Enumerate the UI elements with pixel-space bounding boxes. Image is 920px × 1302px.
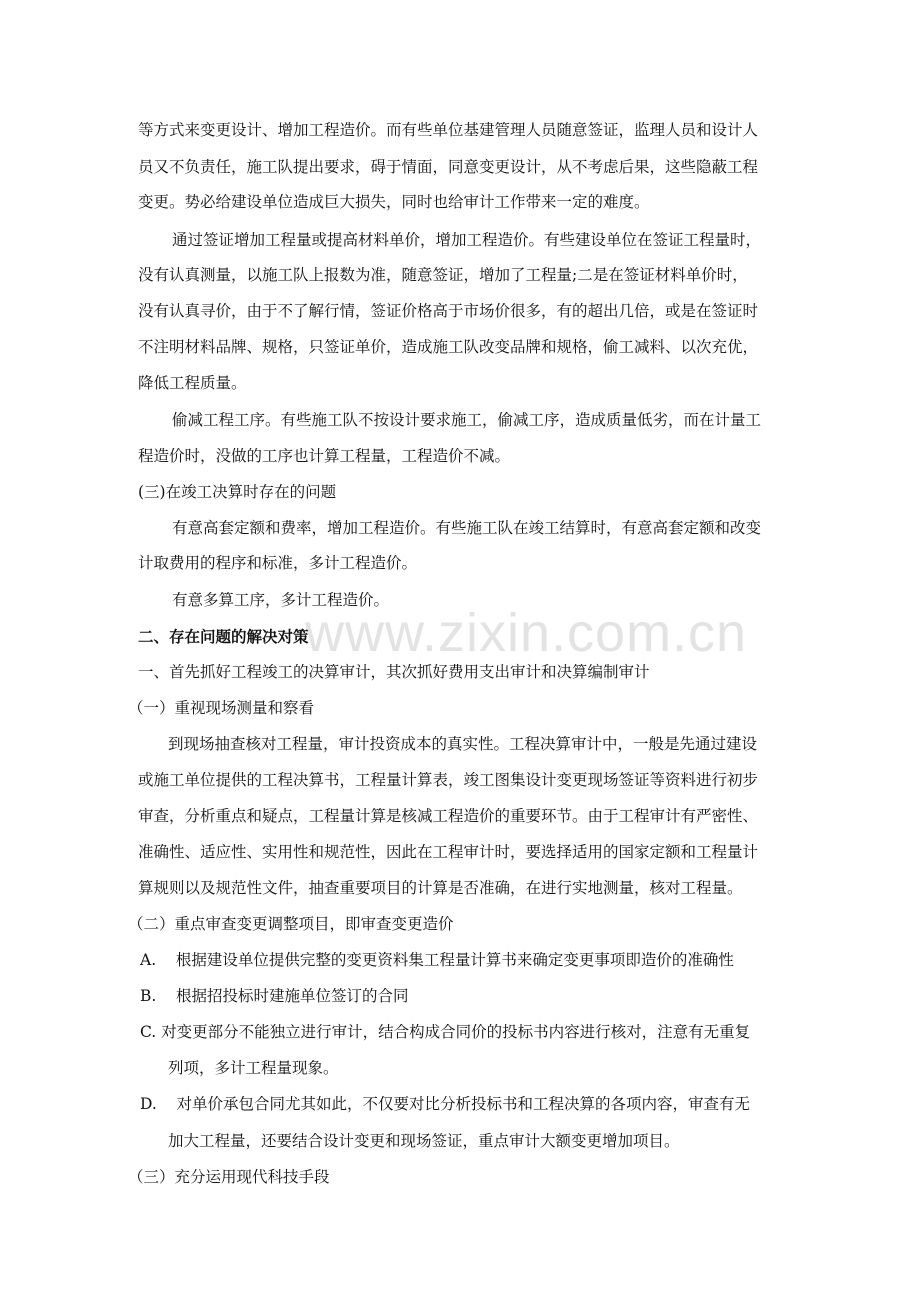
text-line: 不注明材料品牌、规格，只签证单价，造成施工队改变品牌和规格，偷工减料、以次充优， [138, 338, 759, 356]
text-line: 没有认真寻价，由于不了解行情，签证价格高于市场价很多，有的超出几倍，或是在签证时 [138, 302, 759, 320]
list-item: D. 对单价承包合同尤其如此，不仅要对比分析投标书和工程决算的各项内容，审查有无 [140, 1095, 751, 1113]
list-item-continuation: 加大工程量，还要结合设计变更和现场签证，重点审计大额变更增加项目。 [168, 1132, 680, 1150]
text-line: 变更。势必给建设单位造成巨大损失，同时也给审计工作带来一定的难度。 [138, 193, 650, 211]
text-line: 准确性、适应性、实用性和规范性，因此在工程审计时，要选择适用的国家定额和工程量计 [138, 843, 759, 861]
watermark: www.zixin.com.cn [305, 603, 748, 663]
text-line: 有意高套定额和费率，增加工程造价。有些施工队在竣工结算时，有意高套定额和改变 [172, 519, 762, 537]
text-line: 没有认真测量，以施工队上报数为准，随意签证，增加了工程量;二是在签证材料单价时， [138, 266, 748, 284]
text-line: 偷减工程工序。有些施工队不按设计要求施工，偷减工序，造成质量低劣，而在计量工 [172, 411, 762, 429]
text-line: 等方式来变更设计、增加工程造价。而有些单位基建管理人员随意签证，监理人员和设计人 [138, 121, 759, 139]
subsection-heading: （一）重视现场测量和察看 [128, 699, 315, 717]
text-line: 员又不负责任，施工队提出要求，碍于情面，同意变更设计，从不考虑后果，这些隐蔽工程 [138, 158, 759, 176]
text-line: 降低工程质量。 [138, 374, 247, 392]
text-line: 审查，分析重点和疑点，工程量计算是核减工程造价的重要环节。由于工程审计有严密性、 [138, 807, 759, 825]
text-line: 程造价时，没做的工序也计算工程量，工程造价不减。 [138, 447, 511, 465]
list-item-continuation: 列项，多计工程量现象。 [168, 1059, 339, 1077]
list-item: B. 根据招投标时建施单位签订的合同 [140, 987, 409, 1005]
text-line: 到现场抽查核对工程量，审计投资成本的真实性。工程决算审计中，一般是先通过建设 [168, 735, 758, 753]
list-item: A. 根据建设单位提供完整的变更资料集工程量计算书来确定变更事项即造价的准确性 [140, 951, 734, 969]
text-line: 或施工单位提供的工程决算书，工程量计算表，竣工图集设计变更现场签证等资料进行初步 [138, 771, 759, 789]
text-line: 有意多算工序，多计工程造价。 [172, 591, 390, 609]
subsection-heading: （二）重点审查变更调整项目，即审查变更造价 [128, 915, 454, 933]
section-heading: 一、首先抓好工程竣工的决算审计，其次抓好费用支出审计和决算编制审计 [138, 663, 650, 681]
list-item: C. 对变更部分不能独立进行审计，结合构成合同价的投标书内容进行核对，注意有无重复 [140, 1023, 751, 1041]
text-line: 通过签证增加工程量或提高材料单价，增加工程造价。有些建设单位在签证工程量时， [172, 231, 762, 249]
subsection-heading: （三）充分运用现代科技手段 [128, 1168, 330, 1186]
text-line: 计取费用的程序和标准，多计工程造价。 [138, 554, 418, 572]
text-line: 算规则以及规范性文件，抽查重要项目的计算是否准确，在进行实地测量，核对工程量。 [138, 879, 743, 897]
chapter-heading: 二、存在问题的解决对策 [138, 628, 309, 646]
section-heading: (三)在竣工决算时存在的问题 [138, 483, 337, 501]
